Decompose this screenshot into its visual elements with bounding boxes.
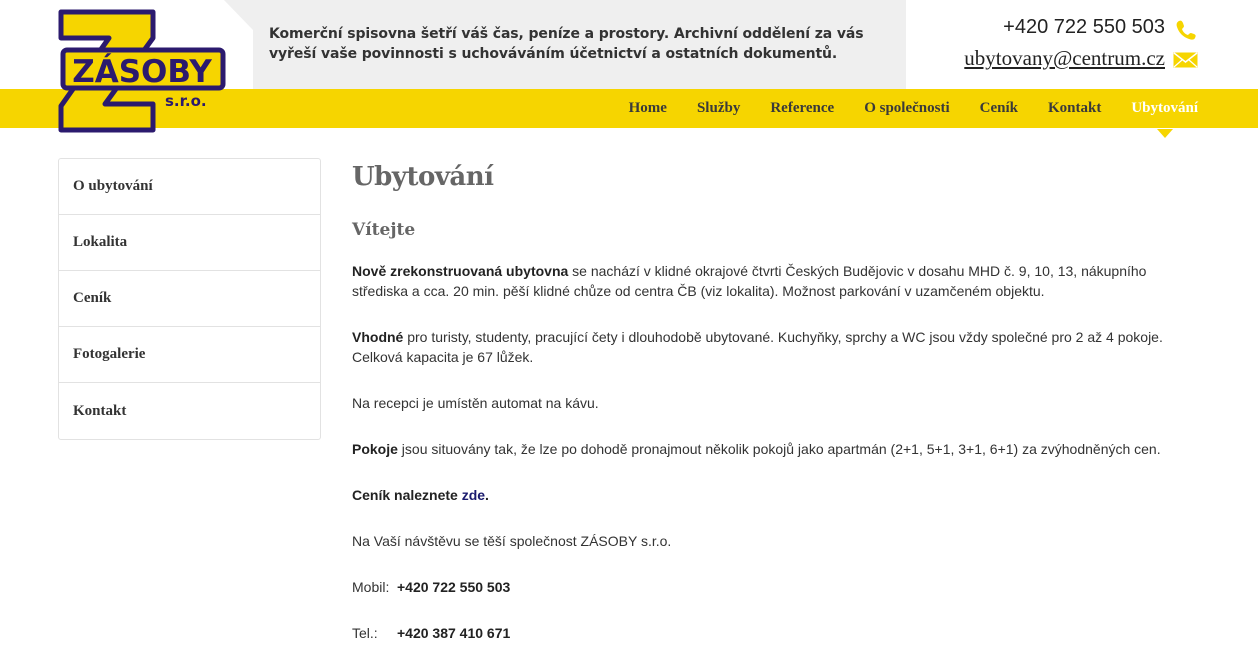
pricing-dot: . (485, 487, 489, 503)
mail-icon (1173, 52, 1198, 68)
phone-icon (1174, 18, 1198, 42)
nav-services[interactable]: Služby (696, 100, 741, 116)
sidebar-item-location[interactable]: Lokalita (59, 215, 320, 271)
logo-sub-text: s.r.o. (165, 92, 207, 110)
paragraph-suitable (352, 327, 1192, 367)
page-title: Ubytování (352, 162, 494, 192)
sidebar-item-gallery[interactable]: Fotogalerie (59, 327, 320, 383)
paragraph-pricing (352, 485, 1192, 505)
tagline-notch (224, 0, 253, 30)
tel-number[interactable]: +420 387 410 671 (397, 625, 511, 641)
sidebar-menu (58, 158, 321, 440)
logo[interactable] (57, 8, 227, 136)
sidebar-item-about-accommodation[interactable]: O ubytování (59, 159, 320, 215)
paragraph-rooms (352, 439, 1192, 459)
nav-home[interactable]: Home (628, 100, 667, 116)
header-email[interactable]: ubytovany@centrum.cz (964, 46, 1165, 70)
intro-text: se nachází v klidné okrajové čtvrti Českých Budějovic v dosahu MHD č. 9, 10, 13, nákupního střediska a cca. 20 min. pěší klidné chůze od centra ČB (viz lokalita). Možnost parkování v uzamčeném objektu. (352, 263, 1147, 299)
logo-main-text: ZÁSOBY (72, 54, 212, 90)
header-phone[interactable]: +420 722 550 503 (1003, 16, 1165, 38)
rooms-text: jsou situovány tak, že lze po dohodě pronajmout několik pokojů jako apartmán (2+1, 5+1, 3+1, 6+1) za zvýhodněných cen. (397, 441, 1161, 457)
intro-bold: Nově zrekonstruovaná ubytovna (352, 263, 569, 279)
paragraph-coffee: Na recepci je umístěn automat na kávu. (352, 395, 599, 411)
pricing-link[interactable]: zde (461, 487, 486, 503)
paragraph-welcome: Na Vaší návštěvu se těší společnost ZÁSOBY s.r.o. (352, 533, 672, 549)
nav-reference[interactable]: Reference (770, 100, 835, 116)
nav-about[interactable]: O společnosti (864, 100, 950, 116)
tel-line (352, 623, 1192, 643)
mobile-label: Mobil: (352, 579, 390, 595)
pricing-text: Ceník naleznete (352, 487, 462, 503)
nav-accommodation[interactable]: Ubytování (1131, 100, 1198, 116)
mobile-number[interactable]: +420 722 550 503 (397, 579, 511, 595)
sidebar-item-pricing[interactable]: Ceník (59, 271, 320, 327)
main-nav (599, 89, 1198, 128)
paragraph-intro (352, 261, 1192, 301)
rooms-bold: Pokoje (352, 441, 398, 457)
nav-pricing[interactable]: Ceník (979, 100, 1018, 116)
tagline-text: Komerční spisovna šetří váš čas, peníze a prostory. Archivní oddělení za vás vyřeší vaše povinnosti s uchováváním účetnictví a ostatních dokumentů. (269, 26, 864, 62)
suitable-bold: Vhodné (352, 329, 404, 345)
main-content (352, 160, 1192, 643)
nav-contact[interactable]: Kontakt (1047, 100, 1102, 116)
section-subtitle: Vítejte (352, 220, 416, 240)
tel-label: Tel.: (352, 625, 378, 641)
suitable-text: pro turisty, studenty, pracující čety i dlouhodobě ubytované. Kuchyňky, sprchy a WC jsou vždy společné pro 2 až 4 pokoje. Celková kapacita je 67 lůžek. (352, 329, 1163, 365)
sidebar-item-contact[interactable]: Kontakt (73, 402, 127, 419)
mobile-line (352, 577, 1192, 597)
